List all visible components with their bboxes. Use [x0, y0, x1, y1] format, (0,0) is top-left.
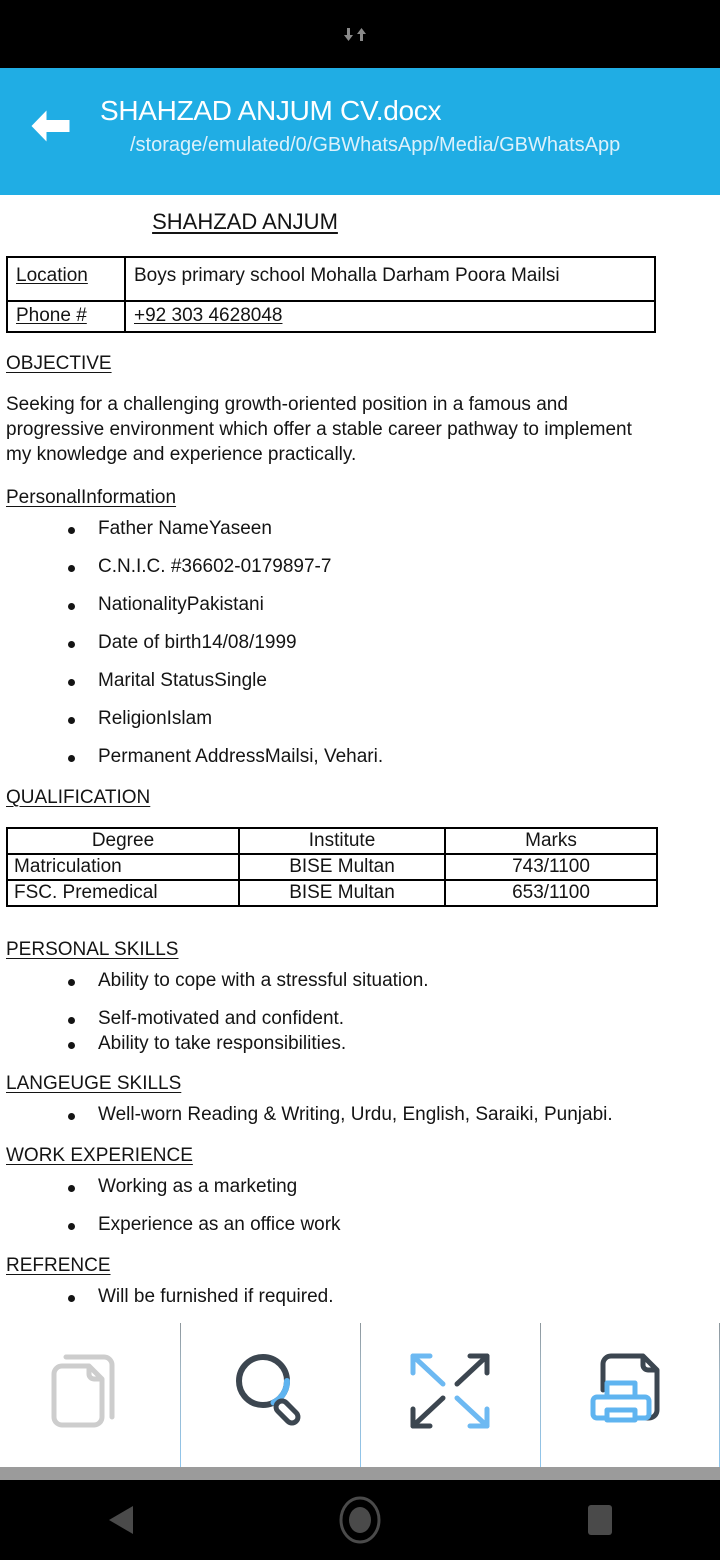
table-header-row: [7, 828, 657, 854]
table-row: [7, 301, 655, 332]
work-experience-list: [0, 1177, 720, 1235]
contact-value-location: Boys primary school Mohalla Darham Poora Mailsi: [125, 257, 655, 301]
cell-institute: BISE Multan: [239, 880, 445, 906]
status-bar: [0, 0, 720, 68]
print-document-icon: [585, 1348, 675, 1434]
pages-copy-icon: [44, 1348, 136, 1434]
list-item: Ability to cope with a stressful situation.: [0, 971, 720, 991]
page-scroll-bar[interactable]: [0, 1467, 720, 1480]
cell-institute: BISE Multan: [239, 854, 445, 880]
personal-information-list: [0, 519, 720, 767]
table-row: [7, 880, 657, 906]
arrow-down-icon: [343, 28, 354, 41]
list-item: Will be furnished if required.: [0, 1287, 720, 1307]
section-heading-language-skills: LANGEUGE SKILLS: [6, 1073, 182, 1094]
qualification-table: [6, 827, 658, 907]
contact-label-location: Location: [7, 257, 125, 301]
table-row: [7, 854, 657, 880]
table-row: [7, 257, 655, 301]
file-name-title: SHAHZAD ANJUM CV.docx: [100, 95, 442, 126]
cell-degree: Matriculation: [7, 854, 239, 880]
list-item: ReligionIslam: [0, 709, 720, 729]
app-bar-text: [100, 68, 620, 158]
home-circle-icon: [339, 1496, 381, 1544]
list-item: Father NameYaseen: [0, 519, 720, 539]
file-path-subtitle: /storage/emulated/0/GBWhatsApp/Media/GBWhatsApp: [130, 134, 621, 156]
list-item: Well-worn Reading & Writing, Urdu, English, Saraiki, Punjabi.: [0, 1105, 720, 1125]
document-page[interactable]: [0, 195, 720, 1315]
list-item: Marital StatusSingle: [0, 671, 720, 691]
personal-skills-list: [0, 971, 720, 1054]
section-heading-objective: OBJECTIVE: [6, 353, 112, 374]
fit-to-screen-button[interactable]: [360, 1315, 540, 1467]
language-skills-list: [0, 1105, 720, 1125]
section-heading-work-experience: WORK EXPERIENCE: [6, 1145, 193, 1166]
contact-label-phone: Phone #: [7, 301, 125, 332]
fit-to-screen-arrows-icon: [405, 1348, 495, 1434]
cell-marks: 743/1100: [445, 854, 657, 880]
list-item: Working as a marketing: [0, 1177, 720, 1197]
section-heading-qualification: QUALIFICATION: [6, 787, 151, 808]
contact-table: [6, 256, 656, 333]
back-button[interactable]: [0, 68, 100, 195]
nav-back-button[interactable]: [0, 1504, 240, 1536]
nav-home-button[interactable]: [240, 1496, 480, 1544]
print-button[interactable]: [540, 1315, 720, 1467]
cell-marks: 653/1100: [445, 880, 657, 906]
reference-list: [0, 1287, 720, 1307]
contact-value-phone: +92 303 4628048: [125, 301, 655, 332]
section-heading-personal-skills: PERSONAL SKILLS: [6, 939, 179, 960]
list-item: Experience as an office work: [0, 1215, 720, 1235]
nav-recents-button[interactable]: [480, 1503, 720, 1537]
status-bar-icons: [343, 28, 367, 41]
section-heading-reference: REFRENCE: [6, 1255, 111, 1276]
list-item: Ability to take responsibilities.: [0, 1034, 720, 1054]
back-arrow-icon: [29, 109, 71, 143]
android-navigation-bar: [0, 1480, 720, 1560]
back-triangle-icon: [105, 1504, 135, 1536]
list-item: NationalityPakistani: [0, 595, 720, 615]
column-header-institute: Institute: [239, 828, 445, 854]
recents-square-icon: [586, 1503, 614, 1537]
search-button[interactable]: [180, 1315, 360, 1467]
objective-text: Seeking for a challenging growth-oriented position in a famous and progressive environment which offer a stable career pathway to implement my knowledge and experience practically.: [6, 394, 632, 465]
column-header-marks: Marks: [445, 828, 657, 854]
list-item: Self-motivated and confident.: [0, 1009, 720, 1029]
arrow-up-icon: [356, 28, 367, 41]
page-title: SHAHZAD ANJUM: [152, 209, 338, 234]
list-item: Date of birth14/08/1999: [0, 633, 720, 653]
app-bar: [0, 68, 720, 195]
list-item: C.N.I.C. #36602-0179897-7: [0, 557, 720, 577]
cell-degree: FSC. Premedical: [7, 880, 239, 906]
pages-button[interactable]: [0, 1315, 180, 1467]
list-item: Permanent AddressMailsi, Vehari.: [0, 747, 720, 767]
section-heading-personal-information: PersonalInformation: [6, 487, 177, 508]
bottom-toolbar: [0, 1315, 720, 1467]
column-header-degree: Degree: [7, 828, 239, 854]
search-magnifier-icon: [228, 1349, 312, 1433]
